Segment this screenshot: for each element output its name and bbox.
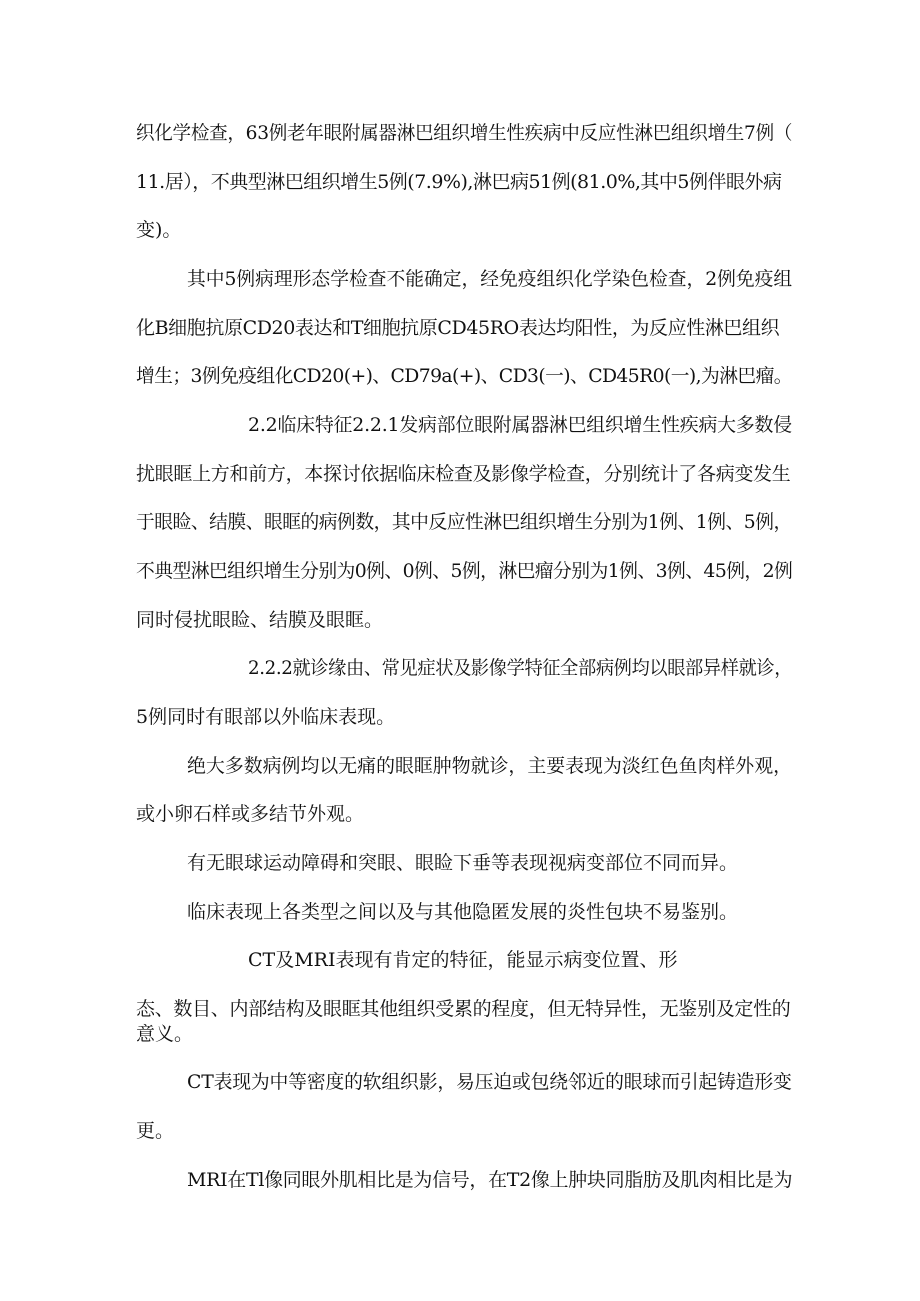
text-line: 于眼睑、结膜、眼眶的病例数，其中反应性淋巴组织增生分别为1例、1例、5例， — [136, 511, 792, 533]
text-line: 意义。 — [136, 1023, 194, 1045]
text-line: 织化学检查，63例老年眼附属器淋巴组织增生性疾病中反应性淋巴组织增生7例（ — [136, 122, 793, 144]
text-line: 临床表现上各类型之间以及与其他隐匿发展的炎性包块不易鉴别。 — [187, 901, 739, 923]
text-line: CT及MRI表现有肯定的特征，能显示病变位置、形 — [248, 949, 678, 971]
text-line: 态、数目、内部结构及眼眶其他组织受累的程度，但无特异性，无鉴别及定性的 — [136, 998, 791, 1020]
text-line: MRI在Tl像同眼外肌相比是为信号，在T2像上肿块同脂肪及肌肉相比是为 — [187, 1169, 793, 1191]
text-line: 同时侵扰眼睑、结膜及眼眶。 — [136, 609, 384, 631]
text-line: CT表现为中等密度的软组织影，易压迫或包绕邻近的眼球而引起铸造形变 — [187, 1071, 792, 1093]
text-line: 增生；3例免疫组化CD20(+)、CD79a(+)、CD3(一)、CD45R0(一),为淋巴瘤。 — [136, 365, 792, 387]
text-line: 11.居），不典型淋巴组织增生5例(7.9%),淋巴病51例(81.0%,其中5例伴眼外病 — [136, 171, 782, 193]
text-line: 变)。 — [136, 219, 182, 241]
text-line: 或小卵石样或多结节外观。 — [136, 803, 365, 825]
text-line: 其中5例病理形态学检查不能确定，经免疫组织化学染色检查，2例免疫组 — [187, 268, 793, 290]
text-line: 绝大多数病例均以无痛的眼眶肿物就诊，主要表现为淡红色鱼肉样外观， — [187, 755, 793, 777]
text-line: 更。 — [136, 1120, 175, 1142]
text-line: 不典型淋巴组织增生分别为0例、0例、5例，淋巴瘤分别为1例、3例、45例，2例 — [136, 560, 793, 582]
text-line: 5例同时有眼部以外临床表现。 — [136, 706, 396, 728]
text-line: 化B细胞抗原CD20表达和T细胞抗原CD45RO表达均阳性，为反应性淋巴组织 — [136, 317, 780, 339]
text-line: 有无眼球运动障碍和突眼、眼睑下垂等表现视病变部位不同而异。 — [187, 852, 739, 874]
text-line: 2.2.2就诊缘由、常见症状及影像学特征全部病例均以眼部异样就诊， — [248, 657, 793, 679]
text-line: 2.2临床特征2.2.1发病部位眼附属器淋巴组织增生性疾病大多数侵 — [248, 414, 792, 436]
text-line: 扰眼眶上方和前方，本探讨依据临床检查及影像学检查，分别统计了各病变发生 — [136, 463, 791, 485]
